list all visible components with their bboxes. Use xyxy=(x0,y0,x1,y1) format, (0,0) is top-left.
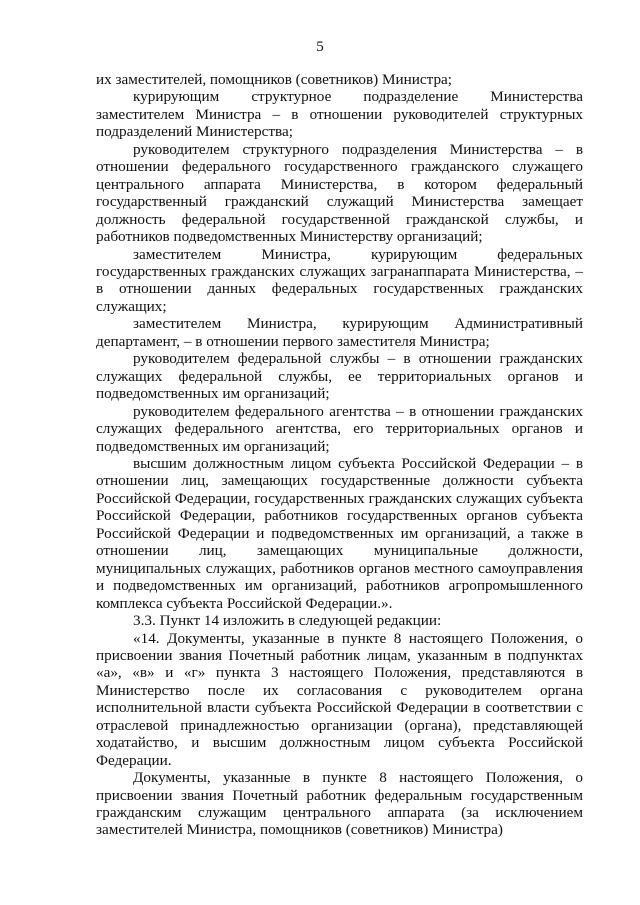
paragraph-7: руководителем федерального агентства – в отношении гражданских служащих федерального агентства, его территориальных органов и подведомственных им организаций; xyxy=(96,402,583,455)
paragraph-14-quote: «14. Документы, указанные в пункте 8 настоящего Положения, о присвоении звания Почетный работник лицам, указанным в подпунктах «а», «в» и «г» пункта 3 настоящего Положения, представляются в Министерство после их согласования с руководителем органа исполнительной власти субъекта Российской Федерации в соответствии с отраслевой принадлежностью организации (органа), представляющей ходатайство, и высшим должностным лицом субъекта Российской Федерации. xyxy=(96,629,583,769)
paragraph-4: заместителем Министра, курирующим федеральных государственных гражданских служащих загранаппарата Министерства, – в отношении данных федеральных государственных гражданских служащих; xyxy=(96,245,583,315)
paragraph-8: высшим должностным лицом субъекта Российской Федерации – в отношении лиц, замещающих государственные должности субъекта Российской Федерации, государственных гражданских служащих субъекта Российской Федерации, работников государственных органов субъекта Российской Федерации и подведомственных им организаций, а также в отношении лиц, замещающих муниципальные должности, муниципальных служащих, работников органов местного самоуправления и подведомственных им организаций, работников агропромышленного комплекса субъекта Российской Федерации.». xyxy=(96,454,583,612)
page-number: 5 xyxy=(316,39,324,55)
paragraph-3: руководителем структурного подразделения Министерства – в отношении федерального государственного гражданского служащего центрального аппарата Министерства, в котором федеральный государственный гражданский служащий Министерства замещает должность федеральной государственной гражданской службы, и работников подведомственных Министерству организаций; xyxy=(96,140,583,246)
paragraph-1: их заместителей, помощников (советников) Министра; xyxy=(96,71,453,88)
section-heading-3-3: 3.3. Пункт 14 изложить в следующей редакции: xyxy=(133,612,442,630)
document-body xyxy=(96,71,583,839)
paragraph-5: заместителем Министра, курирующим Административный департамент, – в отношении первого заместителя Министра; xyxy=(96,315,583,350)
paragraph-6: руководителем федеральной службы – в отношении гражданских служащих федеральной службы, ее территориальных органов и подведомственных им организаций; xyxy=(96,350,583,403)
paragraph-documents: Документы, указанные в пункте 8 настоящего Положения, о присвоении звания Почетный работник федеральным государственным гражданским служащим центрального аппарата (за исключением заместителей Министра, помощников (советников) Министра) xyxy=(96,769,583,839)
paragraph-2: курирующим структурное подразделение Министерства заместителем Министра – в отношении руководителей структурных подразделений Министерства; xyxy=(96,88,583,141)
